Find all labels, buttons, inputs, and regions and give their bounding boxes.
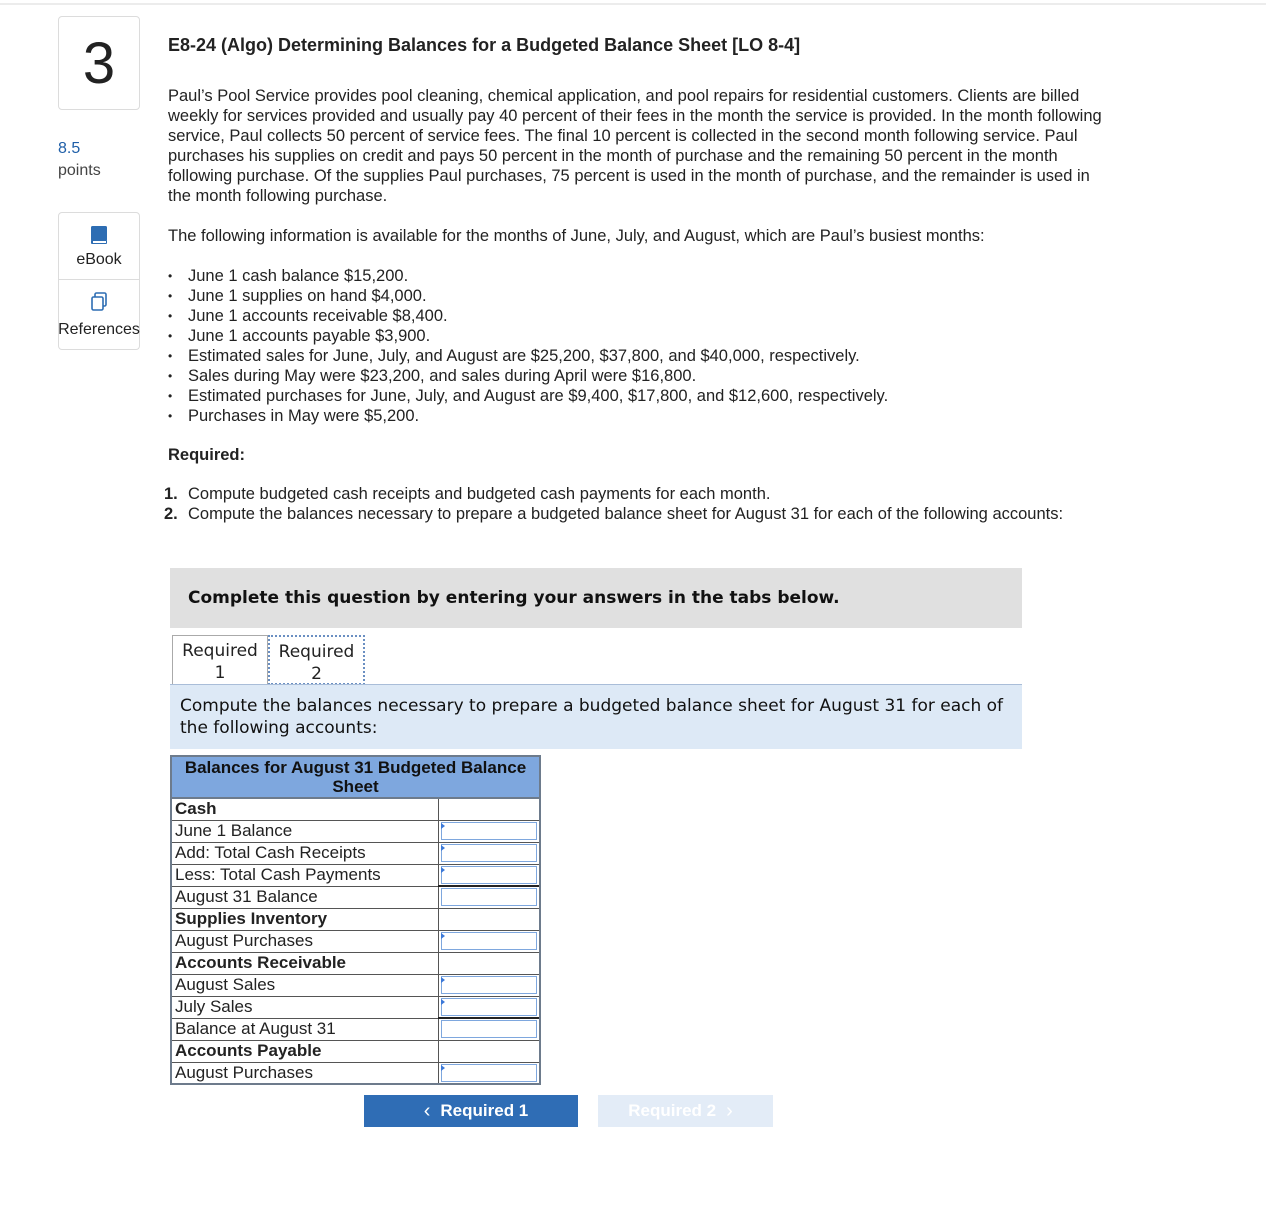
input-marker-icon — [441, 845, 445, 851]
row-label: Cash — [171, 798, 438, 820]
balances-table — [170, 755, 541, 1085]
requirement-text: Compute budgeted cash receipts and budgeted cash payments for each month. — [188, 485, 771, 503]
requirement-number: 1. — [164, 485, 178, 503]
table-row — [171, 864, 540, 886]
instructions-banner: Complete this question by entering your answers in the tabs below. — [170, 568, 1022, 628]
points-label: points — [58, 162, 101, 179]
list-item: • June 1 accounts payable $3,900. — [168, 326, 888, 346]
scenario-paragraph: Paul’s Pool Service provides pool cleaning, chemical application, and pool repairs for residential customers. Clients are billed weekly for services provided and usually pay 40 percent of their fees in the month the service is provided. In the month following service, Paul collects 50 percent of service fees. The final 10 percent is collected in the second month following service. Paul purchases his supplies on credit and pays 50 percent in the month of purchase and the remaining 50 percent in the month following purchase. Of the supplies Paul purchases, 75 percent is used in the month of purchase, and the remainder is used in the month following purchase. — [168, 87, 1102, 205]
amount-cell — [438, 1018, 540, 1040]
table-row — [171, 798, 540, 820]
amount-cell — [438, 864, 540, 886]
row-label: August Purchases — [171, 1062, 438, 1084]
supplies-august-purchases-input[interactable] — [441, 932, 538, 950]
row-label: August Sales — [171, 974, 438, 996]
payable-august-purchases-input[interactable] — [441, 1064, 538, 1082]
references-button[interactable] — [58, 280, 140, 350]
table-row — [171, 1018, 540, 1040]
amount-cell — [438, 996, 540, 1018]
amount-cell — [438, 886, 540, 908]
points-display — [58, 138, 101, 182]
row-label: Add: Total Cash Receipts — [171, 842, 438, 864]
row-label: Accounts Payable — [171, 1040, 438, 1062]
tab-label: Required — [182, 641, 258, 661]
row-label: Balance at August 31 — [171, 1018, 438, 1040]
table-row — [171, 908, 540, 930]
book-icon — [90, 225, 108, 245]
row-label: Less: Total Cash Payments — [171, 864, 438, 886]
references-label: References — [58, 321, 140, 338]
table-row — [171, 996, 540, 1018]
info-list — [168, 266, 888, 426]
list-item: • Estimated purchases for June, July, and August are $9,400, $17,800, and $12,600, respectively. — [168, 386, 888, 406]
row-label: August Purchases — [171, 930, 438, 952]
empty-cell — [438, 1040, 540, 1062]
amount-cell — [438, 842, 540, 864]
tab-number: 1 — [214, 663, 226, 683]
table-row — [171, 974, 540, 996]
tab-label: Required — [278, 642, 355, 662]
august-31-cash-balance-input[interactable] — [441, 888, 538, 906]
info-intro-paragraph: The following information is available for the months of June, July, and August, which are Paul’s busiest months: — [168, 227, 985, 245]
total-cash-receipts-input[interactable] — [441, 844, 538, 862]
empty-cell — [438, 952, 540, 974]
next-required-2-button[interactable] — [598, 1095, 773, 1127]
table-header: Balances for August 31 Budgeted Balance Sheet — [171, 756, 540, 798]
table-row — [171, 886, 540, 908]
receivable-july-sales-input[interactable] — [441, 998, 538, 1016]
table-row — [171, 820, 540, 842]
question-title: E8-24 (Algo) Determining Balances for a Budgeted Balance Sheet [LO 8-4] — [168, 35, 801, 55]
ebook-label: eBook — [76, 251, 122, 268]
receivable-august-sales-input[interactable] — [441, 976, 538, 994]
table-row — [171, 930, 540, 952]
empty-cell — [438, 798, 540, 820]
list-item: • Sales during May were $23,200, and sales during April were $16,800. — [168, 366, 888, 386]
input-marker-icon — [441, 977, 445, 983]
input-marker-icon — [441, 1065, 445, 1071]
row-label: Supplies Inventory — [171, 908, 438, 930]
copy-icon — [90, 292, 108, 312]
required-heading: Required: — [168, 446, 246, 464]
requirement-item — [164, 504, 1068, 524]
row-label: August 31 Balance — [171, 886, 438, 908]
question-number: 3 — [58, 16, 140, 110]
list-item: • June 1 accounts receivable $8,400. — [168, 306, 888, 326]
list-item: • Purchases in May were $5,200. — [168, 406, 888, 426]
chevron-left-icon: ‹ — [423, 1099, 431, 1122]
amount-cell — [438, 820, 540, 842]
total-cash-payments-input[interactable] — [441, 866, 538, 884]
table-row — [171, 1040, 540, 1062]
receivable-balance-august-31-input[interactable] — [441, 1020, 538, 1038]
table-row — [171, 1062, 540, 1084]
tab-required-1[interactable] — [172, 635, 268, 685]
ebook-button[interactable] — [58, 212, 140, 280]
next-button-label: Required 2 — [628, 1101, 717, 1120]
prev-required-1-button[interactable] — [364, 1095, 578, 1127]
row-label: July Sales — [171, 996, 438, 1018]
list-item: • Estimated sales for June, July, and August are $25,200, $37,800, and $40,000, respectively. — [168, 346, 888, 366]
row-label: June 1 Balance — [171, 820, 438, 842]
row-label: Accounts Receivable — [171, 952, 438, 974]
input-marker-icon — [441, 867, 445, 873]
prev-button-label: Required 1 — [440, 1101, 529, 1120]
amount-cell — [438, 974, 540, 996]
table-row — [171, 952, 540, 974]
top-divider — [0, 3, 1266, 5]
input-marker-icon — [441, 933, 445, 939]
amount-cell — [438, 930, 540, 952]
requirements-list — [164, 484, 1068, 524]
requirement-item — [164, 484, 1068, 504]
empty-cell — [438, 908, 540, 930]
tab-instruction: Compute the balances necessary to prepare a budgeted balance sheet for August 31 for each of the following accounts: — [170, 685, 1022, 749]
tab-required-2[interactable] — [268, 635, 365, 685]
june-1-cash-balance-input[interactable] — [441, 822, 538, 840]
table-row — [171, 842, 540, 864]
tab-number: 2 — [311, 664, 322, 684]
requirement-text: Compute the balances necessary to prepare a budgeted balance sheet for August 31 for each of the following accounts: — [188, 505, 1064, 523]
points-value: 8.5 — [58, 140, 81, 157]
input-marker-icon — [441, 999, 445, 1005]
list-item: • June 1 supplies on hand $4,000. — [168, 286, 888, 306]
list-item: • June 1 cash balance $15,200. — [168, 266, 888, 286]
chevron-right-icon: › — [726, 1099, 733, 1122]
amount-cell — [438, 1062, 540, 1084]
requirement-number: 2. — [164, 505, 178, 523]
input-marker-icon — [441, 823, 445, 829]
